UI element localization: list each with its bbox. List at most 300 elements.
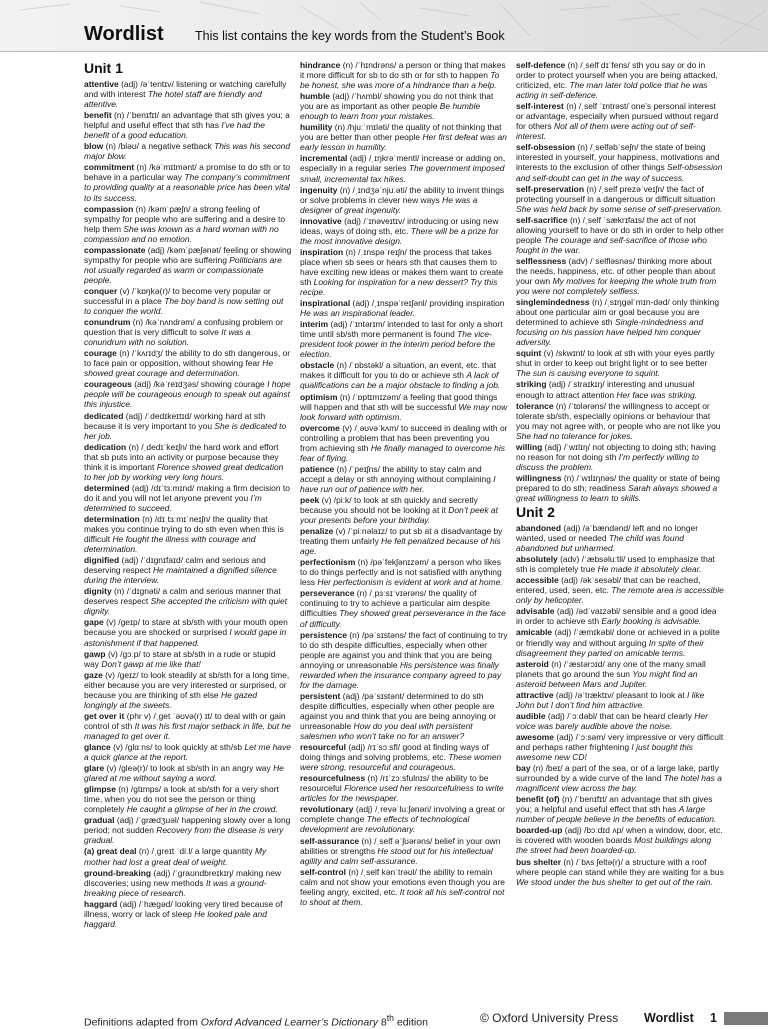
- wordlist-entry: [84, 815, 292, 845]
- pronunciation: /əˈtentɪv/: [140, 79, 174, 89]
- pronunciation: /skwɪnt/: [555, 348, 586, 359]
- pronunciation: /pəˈsɪstəns/: [361, 629, 407, 640]
- part-of-speech: (n): [118, 784, 129, 795]
- footer-publisher: © Oxford University Press: [480, 1011, 619, 1025]
- example: He maintained a dignified silence during the interview.: [84, 565, 277, 586]
- definition: the ability to invent things or solve problems in clever new ways: [300, 184, 505, 205]
- page-number: 1: [710, 1011, 717, 1025]
- definition: a large quantity: [194, 846, 253, 857]
- example: Not all of them were acting out of self-interest.: [516, 121, 696, 142]
- definition: showing courage: [200, 379, 265, 390]
- definition: to become very popular or successful in a place: [84, 285, 271, 306]
- wordlist-entry: [516, 627, 724, 657]
- definition: making a firm decision to do it and you will not let anyone prevent you: [84, 482, 290, 503]
- headword: compassion: [84, 203, 134, 214]
- headword: squint: [516, 348, 542, 359]
- example: He showed great courage and determination.: [84, 358, 274, 379]
- pronunciation: /kəˈmɪtmənt/: [149, 162, 197, 173]
- wordlist-entry: [300, 495, 508, 525]
- example: My mother had lost a great deal of weight.: [84, 846, 267, 867]
- wordlist-entry: [84, 868, 292, 898]
- definition: to stare at sb/sth in a rude or stupid way: [84, 648, 276, 669]
- pronunciation: /hjuːˈmɪləti/: [347, 122, 390, 133]
- example: Looking for inspiration for a new dessert? Try this recipe.: [300, 276, 498, 298]
- example: A large number of people believe in the benefits of education.: [516, 804, 717, 825]
- example: The remote area is accessible only by helicopter.: [516, 585, 724, 606]
- pronunciation: /ˈɔːsəm/: [575, 731, 606, 742]
- pronunciation: /ˈæstərɔɪd/: [563, 658, 605, 669]
- wordlist-entry: [84, 763, 292, 783]
- footer-source-title: Oxford Advanced Learner’s Dictionary: [200, 1016, 378, 1029]
- definition: increase or adding on, especially in a regular series: [300, 153, 506, 174]
- footer-label: Wordlist: [644, 1011, 694, 1025]
- pronunciation: /kəˈnʌndrəm/: [145, 317, 195, 328]
- headword: courage: [84, 348, 117, 359]
- part-of-speech: (adj): [556, 606, 574, 617]
- example: He was a designer of great ingenuity.: [300, 194, 478, 215]
- part-of-speech: (v): [105, 669, 115, 680]
- part-of-speech: (v): [113, 742, 123, 752]
- example: To be honest, she was more of a hindrance than a help.: [300, 70, 500, 91]
- headword: optimism: [300, 391, 338, 402]
- example: Politicians are not usually regarded as warm or compassionate people.: [84, 254, 282, 285]
- headword: revolutionary: [300, 804, 354, 815]
- part-of-speech: (n): [567, 60, 578, 70]
- wordlist-entry: [84, 555, 292, 585]
- part-of-speech: (v): [335, 526, 346, 537]
- pronunciation: /ˈdɪgnɪfaɪd/: [140, 555, 184, 566]
- definition: pleasant to look at: [616, 689, 685, 700]
- definition: the quality that makes you continue trying to do sth even when this is difficult: [84, 513, 284, 545]
- wordlist-entry: [516, 60, 724, 100]
- example: He was an inspirational leader.: [300, 308, 416, 319]
- pronunciation: /ˌself əˈʃʊərəns/: [374, 835, 433, 846]
- example: In spite of their disagreement they parted on amicable terms.: [516, 637, 705, 658]
- definition: to look steadily at sb/sth for a long time, either because you are very interested or surprised, or because you are thinking of sth else: [84, 669, 290, 700]
- part-of-speech: (adj): [344, 215, 361, 226]
- pronunciation: /beɪ/: [545, 763, 563, 774]
- headword: ingenuity: [300, 184, 338, 195]
- wordlist-entry: [516, 348, 724, 378]
- headword: peek: [300, 494, 320, 505]
- headword: gradual: [84, 815, 115, 826]
- headword: singlemindedness: [516, 297, 590, 308]
- wordlist-entry: [516, 690, 724, 710]
- part-of-speech: (n): [136, 162, 147, 173]
- pronunciation: /ˌpɜːsɪˈvɪərəns/: [369, 588, 427, 599]
- example: The courage and self-sacrifice of those who fought in the war.: [516, 234, 707, 255]
- wordlist-entry: [516, 142, 724, 182]
- headword: willingness: [516, 472, 562, 483]
- example: The boy band is now setting out to conquer the world.: [84, 295, 284, 317]
- headword: glance: [84, 742, 111, 752]
- headword: striking: [516, 379, 547, 390]
- wordlist-entry: [300, 423, 508, 463]
- footer-source: [84, 1013, 428, 1029]
- part-of-speech: (adj): [563, 523, 581, 534]
- headword: conquer: [84, 285, 118, 296]
- part-of-speech: (adj): [548, 379, 566, 390]
- headword: commitment: [84, 162, 135, 173]
- example: The hotel staff are friendly and attentive.: [84, 89, 262, 110]
- pronunciation: /dɪˌtɜːmɪˈneɪʃn/: [154, 513, 211, 524]
- definition: interesting and unusual enough to attract attention: [516, 379, 695, 400]
- pronunciation: /gleə(r)/: [118, 763, 148, 774]
- headword: resourcefulness: [300, 773, 366, 784]
- headword: absolutely: [516, 554, 558, 565]
- example: I just bought this awesome new CD!: [516, 742, 693, 763]
- wordlist-entry: [300, 630, 508, 690]
- part-of-speech: (n): [349, 629, 360, 640]
- part-of-speech: (adv): [568, 255, 588, 266]
- headword: inspiration: [300, 246, 344, 257]
- part-of-speech: (adj): [564, 825, 582, 836]
- headword: determined: [84, 482, 130, 493]
- definition: sth you say or do in order to protect yourself when you are being attacked, criticized, etc.: [516, 60, 718, 91]
- part-of-speech: (adj): [147, 244, 165, 255]
- example: The sun is causing everyone to squint.: [516, 368, 660, 379]
- part-of-speech: (n): [591, 297, 603, 308]
- headword: awesome: [516, 731, 554, 742]
- wordlist-entry: [516, 256, 724, 296]
- part-of-speech: (n): [345, 246, 356, 257]
- unit-heading: Unit 1: [84, 60, 123, 76]
- example: He caught a glimpse of her in the crowd.: [126, 804, 278, 815]
- example: Her face was striking.: [616, 389, 698, 400]
- pronunciation: /kəˈreɪdʒəs/: [153, 379, 199, 390]
- part-of-speech: (v): [107, 648, 118, 659]
- headword: abandoned: [516, 523, 562, 534]
- definition: a structure with a roof where people can stand while they are waiting for a bus: [516, 856, 724, 877]
- example: She accepted the criticism with quiet dignity.: [84, 596, 288, 617]
- pronunciation: /bləʊ/: [118, 141, 139, 152]
- pronunciation: /ˌself ˈsækrɪfaɪs/: [582, 214, 645, 225]
- part-of-speech: (v): [106, 617, 116, 628]
- wordlist-entry: [84, 162, 292, 202]
- wordlist-entry: [516, 659, 724, 689]
- headword: ground-breaking: [84, 867, 152, 878]
- footer-source-prefix: Definitions adapted from: [84, 1016, 201, 1029]
- part-of-speech: (v): [342, 422, 353, 433]
- wordlist-entry: [84, 348, 292, 378]
- wordlist-columns: [84, 60, 728, 980]
- definition: the ability to be resourceful: [300, 773, 489, 794]
- pronunciation: /ˌgreɪt ˈdiːl/: [151, 846, 193, 857]
- part-of-speech: (adj): [349, 153, 367, 164]
- pronunciation: /dɪˈtɜːmɪnd/: [151, 482, 195, 493]
- definition: that can be reached, entered, used, seen, etc.: [516, 575, 701, 596]
- pronunciation: /kəmˈpæʃənət/: [167, 244, 221, 255]
- headword: determination: [84, 513, 140, 524]
- headword: self-interest: [516, 101, 564, 112]
- page-subtitle: This list contains the key words from the Student’s Book: [195, 29, 505, 43]
- column-2: [300, 60, 508, 980]
- headword: boarded-up: [516, 825, 563, 836]
- wordlist-entry: [516, 401, 724, 441]
- part-of-speech: (adj): [561, 575, 578, 586]
- wordlist-entry: [516, 101, 724, 141]
- definition: to deal with or gain control of sth: [84, 710, 286, 731]
- headword: attentive: [84, 79, 119, 89]
- headword: overcome: [300, 422, 340, 433]
- wordlist-entry: [84, 586, 292, 616]
- part-of-speech: (adj): [116, 815, 134, 826]
- pronunciation: /geɪz/: [117, 669, 139, 680]
- example: These women were strong, resourceful and courageous.: [300, 752, 502, 773]
- pronunciation: /ˌget ˈəʊvə(r) ɪt/: [153, 710, 213, 721]
- part-of-speech: (adj): [342, 690, 360, 701]
- part-of-speech: (v): [321, 494, 332, 505]
- headword: (a) great deal: [84, 846, 137, 857]
- part-of-speech: (n): [532, 763, 544, 774]
- headword: self-defence: [516, 60, 566, 70]
- part-of-speech: (n): [561, 794, 573, 805]
- example: Most buildings along the street had been boarded-up.: [516, 835, 712, 856]
- part-of-speech: (adj): [348, 742, 366, 753]
- pronunciation: /ˈstraɪkɪŋ/: [568, 379, 605, 390]
- definition: determined to do sth despite difficulties, especially when other people are against you and think that you are being annoying or unreasonable: [300, 690, 497, 731]
- part-of-speech: (n): [336, 463, 347, 474]
- definition: intended to last for only a short time until sb/sth more permanent is found: [300, 319, 503, 340]
- headword: gaze: [84, 669, 103, 680]
- definition: a strong feeling of sympathy for people who are suffering and a desire to help them: [84, 203, 286, 234]
- definition: a situation, an event, etc. that makes it difficult for you to do or achieve sth: [300, 360, 497, 381]
- wordlist-entry: [300, 319, 508, 359]
- pronunciation: /ˈɒbstəkl/: [349, 360, 384, 371]
- definition: good at finding ways of doing things and solving problems, etc.: [300, 742, 489, 763]
- wordlist-entry: [84, 442, 292, 482]
- pronunciation: /ˈæmɪkəbl/: [573, 627, 615, 638]
- example: I have run out of patience with her.: [300, 473, 496, 494]
- headword: gape: [84, 617, 104, 628]
- headword: dignified: [84, 555, 120, 566]
- wordlist-entry: [516, 473, 724, 503]
- definition: sensible and a good idea in order to achieve sth: [516, 606, 717, 627]
- definition: working hard at sth because it is very important to you: [84, 410, 266, 431]
- part-of-speech: (n): [356, 588, 368, 599]
- headword: selflessness: [516, 255, 567, 266]
- headword: courageous: [84, 379, 132, 390]
- headword: willing: [516, 441, 543, 452]
- wordlist-entry: [84, 141, 292, 161]
- headword: asteroid: [516, 658, 549, 669]
- example: His persistence was finally rewarded when the insurance company agreed to pay for the damage.: [300, 659, 502, 690]
- wordlist-entry: [516, 442, 724, 472]
- pronunciation: /glɑːns/: [125, 742, 153, 752]
- headword: glare: [84, 763, 105, 774]
- headword: innovative: [300, 215, 342, 226]
- example: Single-mindedness and focusing on his passion have helped him conquer adversity.: [516, 317, 704, 348]
- wordlist-entry: [300, 185, 508, 215]
- part-of-speech: (n): [114, 110, 125, 121]
- headword: amicable: [516, 627, 553, 638]
- headword: self-assurance: [300, 835, 360, 846]
- definition: the fact of continuing to try to do sth despite difficulties, especially when other people are against you and think that you are being annoying or unreasonable: [300, 629, 508, 670]
- wordlist-entry: [84, 617, 292, 647]
- pronunciation: /ˌsɪŋgəlˈmɪn-dəd/: [604, 297, 670, 308]
- pronunciation: /ˈæbsəluːtli/: [581, 554, 626, 565]
- headword: compassionate: [84, 244, 146, 255]
- wordlist-entry: [300, 60, 508, 90]
- pronunciation: /ˈhægəd/: [138, 898, 173, 909]
- example: He made it absolutely clear.: [597, 564, 702, 575]
- definition: to stare at sb/sth with your mouth open because you are shocked or surprised: [84, 617, 288, 638]
- column-1: [84, 60, 292, 980]
- pronunciation: /rɪˈzɔːsfulnɪs/: [380, 773, 430, 784]
- headword: gawp: [84, 648, 106, 659]
- definition: a person or thing that makes it more difficult for sb to do sth or for sth to happen: [300, 60, 506, 81]
- example: I’m determined to succeed.: [84, 492, 262, 513]
- wordlist-entry: [516, 554, 724, 574]
- pronunciation: /ˈgraʊndbreɪkɪŋ/: [172, 867, 234, 878]
- example: He fought the illness with courage and determination.: [84, 534, 256, 555]
- part-of-speech: (adj): [547, 710, 565, 721]
- wordlist-entry: [300, 804, 508, 834]
- headword: hindrance: [300, 60, 341, 70]
- example: We stood under the bus shelter to get out of the rain.: [516, 876, 713, 887]
- example: It took all his self-control not to shout at them.: [300, 886, 505, 907]
- wordlist-entry: [84, 483, 292, 513]
- example: She was known as a hard woman with no compassion and no emotion.: [84, 223, 279, 244]
- wordlist-entry: [516, 825, 724, 855]
- pronunciation: /rɪˈsɔːsfl/: [367, 742, 401, 753]
- part-of-speech: (n): [132, 317, 144, 328]
- definition: a person who likes to do things perfectly and is not satisfied with anything less: [300, 557, 502, 588]
- pronunciation: /ˌdedɪˈkeɪʃn/: [141, 441, 188, 452]
- part-of-speech: (adj): [555, 689, 573, 700]
- example: He looked pale and haggard.: [84, 908, 267, 929]
- example: The child was found abandoned but unharmed.: [516, 533, 684, 554]
- wordlist-entry: [84, 649, 292, 669]
- wordlist-entry: [516, 857, 724, 887]
- wordlist-entry: [300, 247, 508, 297]
- pronunciation: /ˌɪnspəˈreɪʃn/: [358, 246, 407, 257]
- example: I’m perfectly willing to discuss the problem.: [516, 451, 699, 472]
- part-of-speech: (n): [563, 856, 574, 867]
- example: We may now look forward with optimism.: [300, 401, 508, 422]
- pronunciation: /ˈbʌs ʃeltə(r)/: [576, 856, 623, 867]
- headword: obstacle: [300, 360, 335, 371]
- pronunciation: /geɪp/: [118, 617, 141, 628]
- definition: thinking more about the needs, happiness, etc. of other people than about your own: [516, 255, 716, 286]
- pronunciation: /bɔːdɪd ʌp/: [584, 825, 624, 836]
- definition: introducing or using new ideas, ways of doing sth, etc.: [300, 215, 499, 236]
- definition: to look at sth quickly and secretly because you should not be looking at it: [300, 494, 478, 516]
- definition: not objecting to doing sth; having no reason for not doing sth: [516, 441, 716, 462]
- pronunciation: /ˌɪndʒəˈnjuːəti/: [352, 184, 408, 195]
- headword: blow: [84, 141, 104, 152]
- pronunciation: /gɔːp/: [120, 648, 141, 659]
- part-of-speech: (n): [135, 203, 146, 214]
- headword: glimpse: [84, 784, 116, 795]
- pronunciation: /ˈpeɪʃns/: [349, 463, 380, 474]
- part-of-speech: (n): [361, 835, 372, 846]
- definition: looking very tired because of illness, worry or lack of sleep: [84, 898, 283, 919]
- example: I would gape in astonishment if that happened.: [84, 627, 287, 648]
- part-of-speech: (adj): [554, 627, 572, 638]
- wordlist-entry: [516, 732, 724, 762]
- example: Florence showed great dedication to her job by working very long hours.: [84, 461, 284, 482]
- definition: feeling or showing sympathy for people who are suffering: [84, 244, 292, 265]
- definition: used to emphasize that sth is completely true: [516, 554, 715, 575]
- part-of-speech: (adj): [121, 79, 138, 89]
- part-of-speech: (adj): [131, 482, 149, 493]
- headword: tolerance: [516, 400, 554, 411]
- pronunciation: /ˈkʌrɪdʒ/: [131, 348, 163, 359]
- part-of-speech: (n): [119, 348, 130, 359]
- definition: listening or watching carefully and with interest: [84, 79, 287, 100]
- part-of-speech: (adj): [355, 804, 373, 815]
- wordlist-entry: [84, 784, 292, 814]
- wordlist-entry: [84, 899, 292, 929]
- pronunciation: /ˈɒptɪmɪzəm/: [352, 391, 401, 402]
- headword: humility: [300, 122, 333, 133]
- definition: to succeed in dealing with or controlling a problem that has been preventing you from achieving sth: [300, 422, 508, 453]
- definition: the fact of protecting yourself in a dangerous or difficult situation: [516, 183, 716, 204]
- part-of-speech: (n): [114, 586, 125, 597]
- definition: an advantage that sth gives you; a helpful and useful effect that sth has: [84, 110, 290, 131]
- definition: one’s personal interest or advantage, especially when pursued without regard for others: [516, 101, 719, 132]
- example: I’ve had the benefit of a good education.: [84, 120, 265, 141]
- wordlist-entry: [300, 867, 508, 907]
- headword: dignity: [84, 586, 112, 597]
- headword: audible: [516, 710, 546, 721]
- wordlist-entry: [300, 122, 508, 152]
- column-3: [516, 60, 724, 980]
- wordlist-entry: [516, 215, 724, 255]
- part-of-speech: (n): [339, 184, 351, 195]
- headword: persistence: [300, 629, 347, 640]
- pronunciation: /glɪmps/: [130, 784, 162, 795]
- wordlist-entry: [300, 360, 508, 390]
- definition: a calm and serious manner that deserves respect: [84, 586, 281, 607]
- header-rule: [0, 51, 768, 52]
- part-of-speech: (n): [586, 183, 597, 194]
- part-of-speech: (n): [128, 441, 139, 452]
- pronunciation: /ˈɪnəveɪtɪv/: [363, 215, 405, 226]
- definition: belief in your own abilities or strengths: [300, 835, 501, 856]
- part-of-speech: (n): [105, 141, 116, 152]
- wordlist-entry: [516, 711, 724, 731]
- pronunciation: /ˈpiːnəlaɪz/: [347, 526, 388, 537]
- example: Recovery from the disease is very gradual.: [84, 825, 284, 846]
- pronunciation: /ˌɪnspəˈreɪʃənl/: [371, 298, 428, 309]
- pronunciation: /ˈwɪlɪŋ/: [563, 441, 591, 452]
- headword: penalize: [300, 526, 334, 537]
- wordlist-entry: [516, 575, 724, 605]
- part-of-speech: (adj): [330, 319, 348, 330]
- part-of-speech: (n): [339, 391, 351, 402]
- definition: calm and serious and deserving respect: [84, 555, 266, 576]
- part-of-speech: (n): [138, 846, 150, 857]
- example: A lack of qualifications can be a major obstacle to finding a job.: [300, 370, 501, 391]
- part-of-speech: (adj): [121, 555, 139, 566]
- definition: the hard work and effort that sb puts into an activity or purpose because they think it is important: [84, 441, 279, 472]
- wordlist-entry: [300, 691, 508, 741]
- wordlist-entry: [516, 379, 724, 399]
- pronunciation: /ˈwɪlɪŋnəs/: [576, 472, 617, 483]
- part-of-speech: (n): [348, 866, 359, 877]
- pronunciation: /ˈhʌmbl/: [351, 91, 382, 102]
- headword: self-preservation: [516, 183, 584, 194]
- example: There will be a prize for the most innovative design.: [300, 225, 499, 246]
- example: This was his second major blow.: [84, 141, 291, 162]
- definition: the state of being interested in yourself, your happiness, motivations and interests to the exclusion of other things: [516, 142, 720, 173]
- example: He stood out for his intellectual agility and calm self-assurance.: [300, 845, 493, 866]
- pronunciation: /ˈbenɪfɪt/: [126, 110, 159, 121]
- wordlist-entry: [516, 297, 724, 347]
- pronunciation: /ˈselfləsnəs/: [590, 255, 636, 266]
